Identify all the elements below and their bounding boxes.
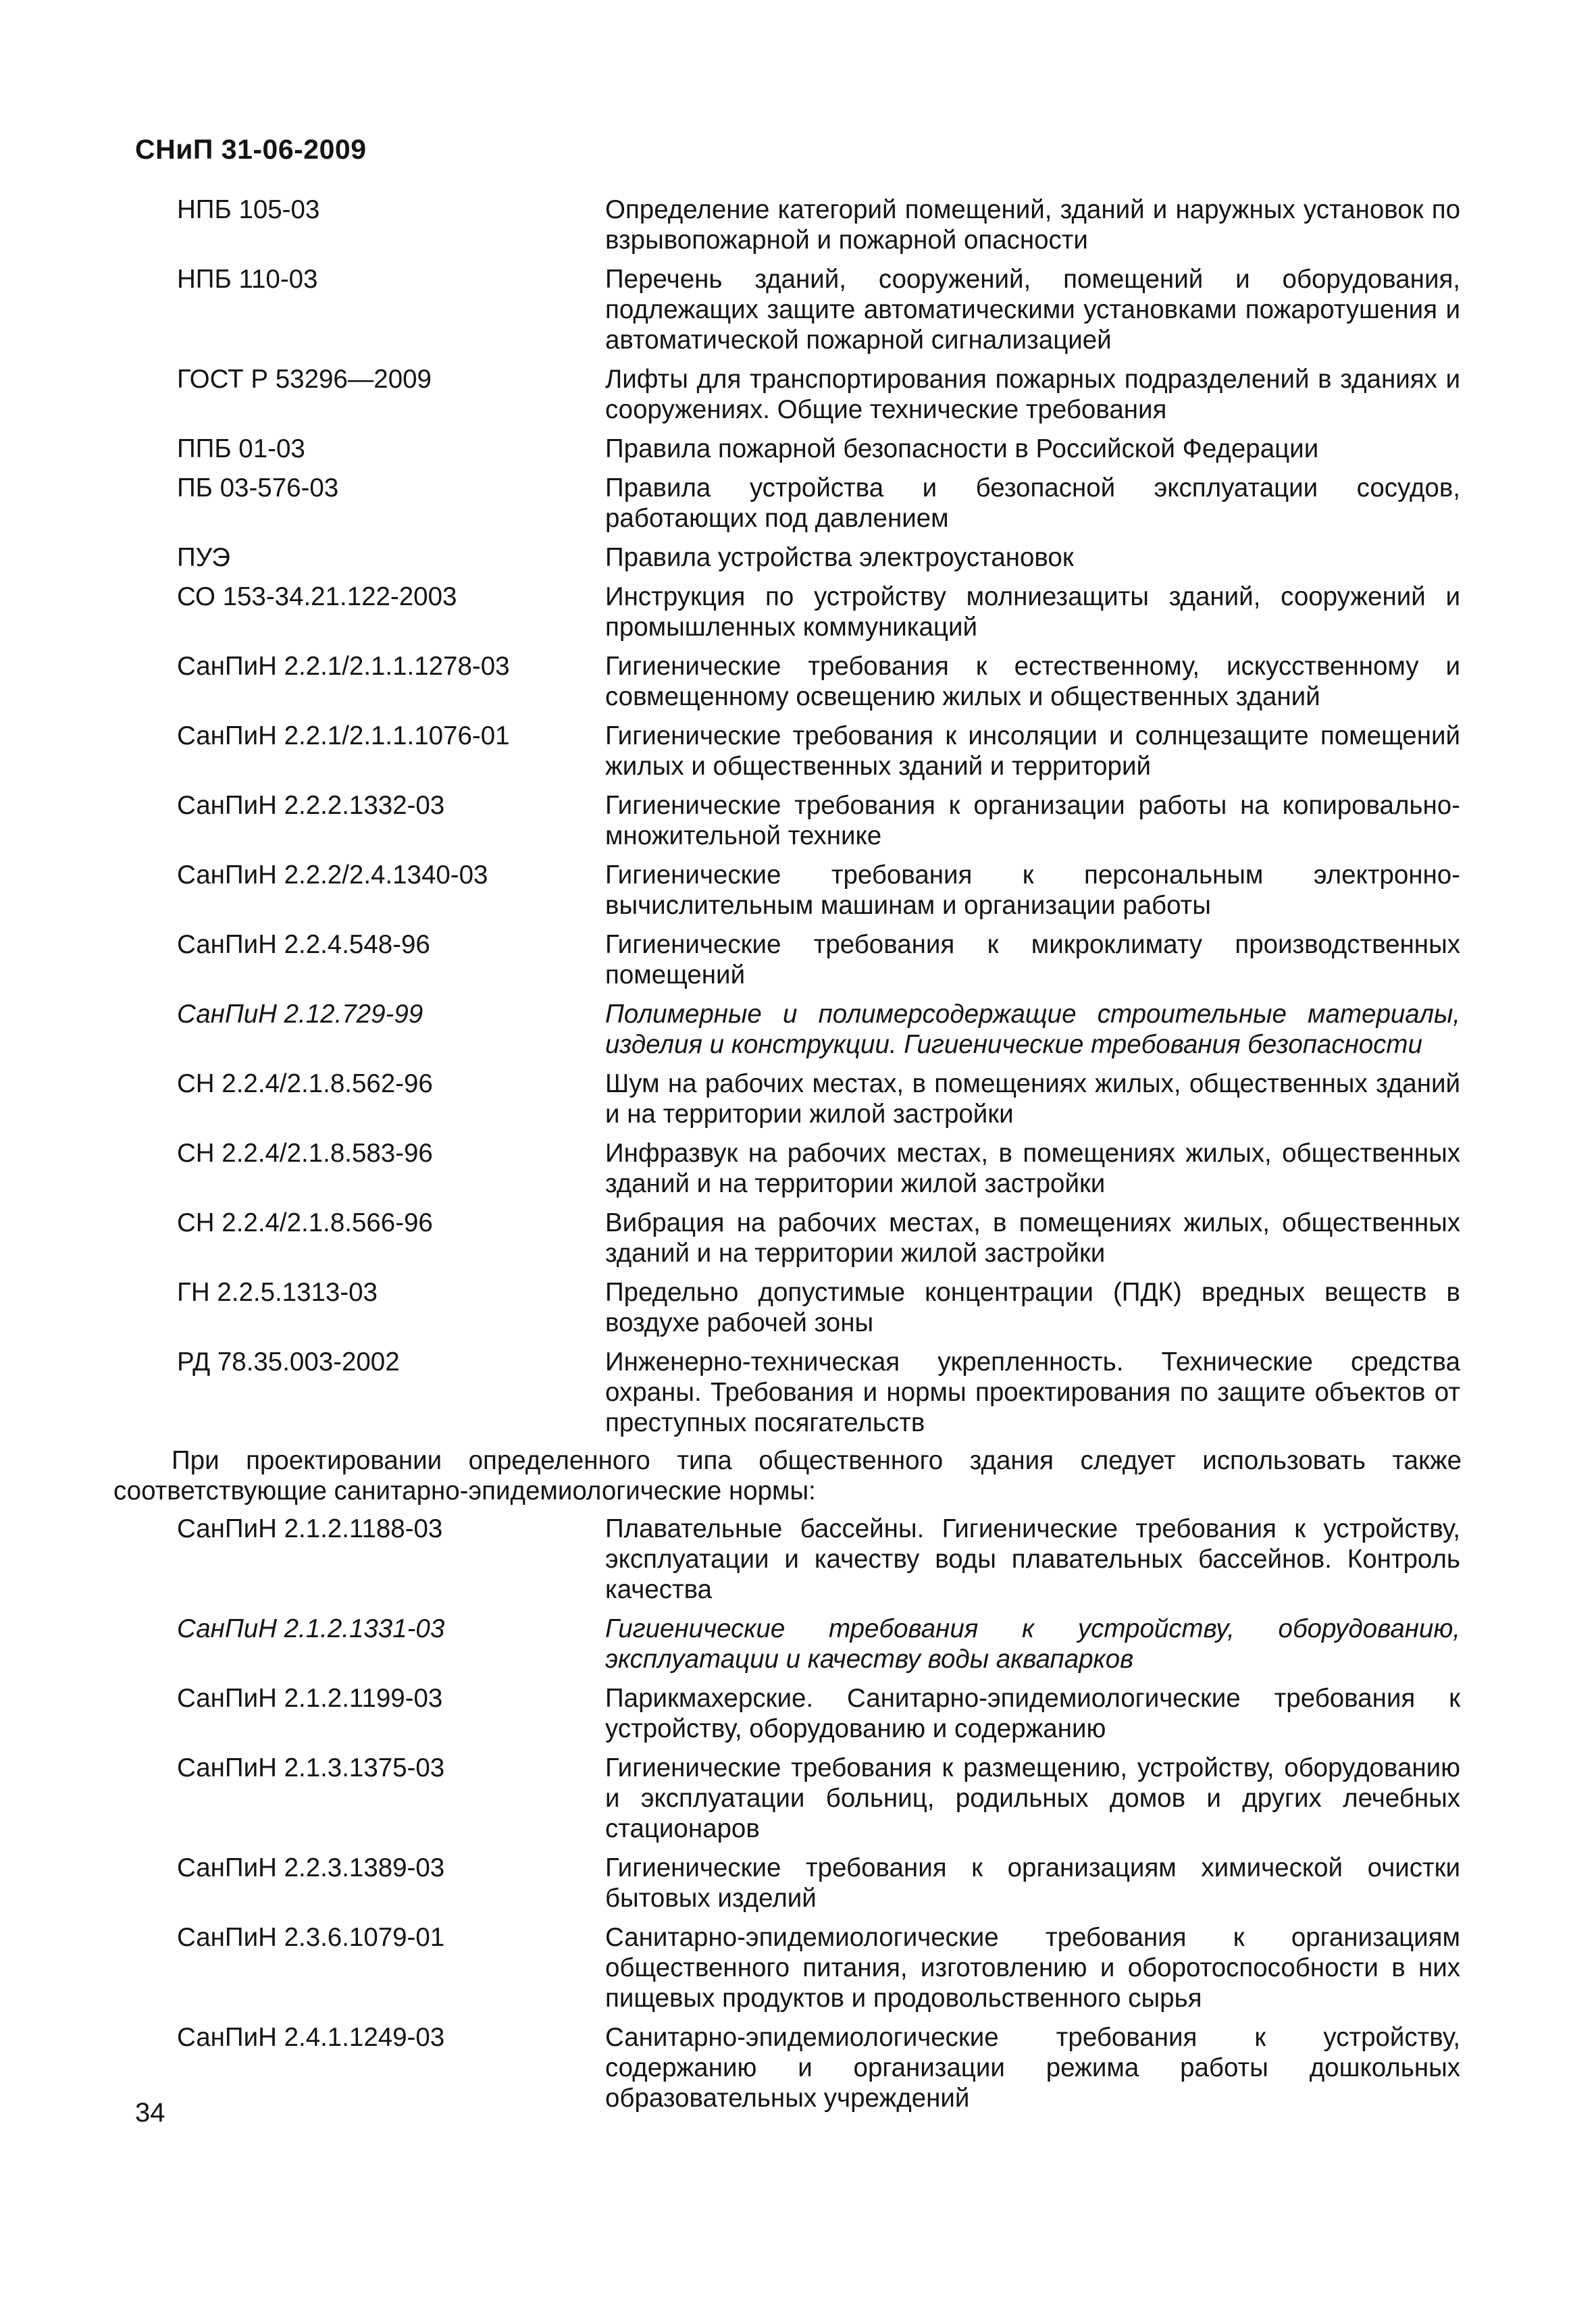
list-item: [177, 1277, 1460, 1338]
reference-title: Санитарно-эпидемиологические требования к устройству, содержанию и организации режима работы дошкольных образовательных учреждений: [605, 2023, 1460, 2113]
reference-title: Правила устройства электроустановок: [605, 543, 1074, 572]
list-item: [177, 1853, 1460, 1913]
list-item: [177, 364, 1460, 425]
reference-code: СН 2.2.4/2.1.8.562-96: [177, 1069, 433, 1098]
reference-title: Перечень зданий, сооружений, помещений и оборудования, подлежащих защите автоматическими установками пожаротушения и автоматической пожарной сигнализацией: [605, 265, 1460, 355]
references-list: [177, 195, 1460, 1438]
list-item: [177, 929, 1460, 990]
body-paragraph: При проектировании определенного типа общественного здания следует использовать также соответствующие санитарно-эпидемиологические нормы:: [113, 1446, 1462, 1506]
reference-code: СанПиН 2.1.2.1188-03: [177, 1514, 443, 1543]
reference-title: Гигиенические требования к инсоляции и солнцезащите помещений жилых и общественных зданий и территорий: [605, 721, 1460, 781]
reference-title: Правила устройства и безопасной эксплуатации сосудов, работающих под давлением: [605, 473, 1460, 533]
reference-code: СанПиН 2.2.4.548-96: [177, 930, 430, 959]
reference-title: Полимерные и полимерсодержащие строительные материалы, изделия и конструкции. Гигиенические требования безопасности: [605, 1000, 1460, 1059]
list-item: [177, 434, 1460, 464]
reference-title: Правила пожарной безопасности в Российской Федерации: [605, 434, 1319, 463]
reference-title: Гигиенические требования к естественному, искусственному и совмещенному освещению жилых и общественных зданий: [605, 652, 1460, 711]
list-item: [177, 1208, 1460, 1268]
list-item: [177, 1069, 1460, 1129]
list-item: [177, 1347, 1460, 1438]
reference-code: СанПиН 2.2.2/2.4.1340-03: [177, 860, 488, 890]
reference-title: Гигиенические требования к размещению, устройству, оборудованию и эксплуатации больниц, родильных домов и других лечебных стационаров: [605, 1753, 1460, 1843]
reference-code: ППБ 01-03: [177, 434, 305, 463]
reference-code: СанПиН 2.4.1.1249-03: [177, 2023, 445, 2052]
list-item: [177, 582, 1460, 642]
reference-title: Гигиенические требования к персональным электронно-вычислительным машинам и организации работы: [605, 860, 1460, 920]
list-item: [177, 1753, 1460, 1844]
reference-code: СанПиН 2.2.2.1332-03: [177, 791, 445, 820]
reference-code: НПБ 105-03: [177, 195, 320, 224]
reference-title: Шум на рабочих местах, в помещениях жилых, общественных зданий и на территории жилой застройки: [605, 1069, 1460, 1129]
list-item: [177, 542, 1460, 573]
reference-code: СанПиН 2.1.2.1199-03: [177, 1684, 443, 1713]
reference-code: СН 2.2.4/2.1.8.566-96: [177, 1208, 433, 1237]
reference-code: СанПиН 2.1.3.1375-03: [177, 1753, 445, 1782]
reference-code: НПБ 110-03: [177, 265, 318, 294]
reference-code: СанПиН 2.2.1/2.1.1.1278-03: [177, 652, 510, 681]
reference-code: СанПиН 2.1.2.1331-03: [177, 1614, 445, 1643]
reference-code: СанПиН 2.2.3.1389-03: [177, 1853, 445, 1882]
list-item: [177, 651, 1460, 712]
list-item: [177, 721, 1460, 781]
reference-title: Вибрация на рабочих местах, в помещениях жилых, общественных зданий и на территории жилой застройки: [605, 1208, 1460, 1268]
reference-code: ГН 2.2.5.1313-03: [177, 1278, 378, 1307]
reference-title: Лифты для транспортирования пожарных подразделений в зданиях и сооружениях. Общие технические требования: [605, 365, 1460, 424]
reference-code: ПБ 03-576-03: [177, 473, 339, 503]
reference-code: СанПиН 2.2.1/2.1.1.1076-01: [177, 721, 510, 750]
reference-title: Инструкция по устройству молниезащиты зданий, сооружений и промышленных коммуникаций: [605, 582, 1460, 642]
list-item: [177, 264, 1460, 355]
document-header: СНиП 31-06-2009: [135, 134, 367, 165]
list-item: [177, 860, 1460, 921]
list-item: [177, 999, 1460, 1060]
reference-title: Гигиенические требования к микроклимату производственных помещений: [605, 930, 1460, 989]
reference-title: Плавательные бассейны. Гигиенические требования к устройству, эксплуатации и качеству воды плавательных бассейнов. Контроль качества: [605, 1514, 1460, 1604]
list-item: [177, 473, 1460, 534]
list-item: [177, 1138, 1460, 1199]
reference-code: РД 78.35.003-2002: [177, 1347, 400, 1377]
page-number: 34: [135, 2098, 165, 2128]
list-item: [177, 2022, 1460, 2113]
list-item: [177, 1683, 1460, 1744]
reference-title: Гигиенические требования к организациям химической очистки бытовых изделий: [605, 1853, 1460, 1913]
reference-title: Гигиенические требования к устройству, оборудованию, эксплуатации и качеству воды аквапарков: [605, 1614, 1460, 1674]
reference-title: Гигиенические требования к организации работы на копировально-множительной технике: [605, 791, 1460, 850]
reference-code: СанПиН 2.3.6.1079-01: [177, 1923, 445, 1952]
reference-code: СанПиН 2.12.729-99: [177, 1000, 423, 1029]
list-item: [177, 1922, 1460, 2013]
reference-code: СН 2.2.4/2.1.8.583-96: [177, 1139, 433, 1168]
list-item: [177, 1514, 1460, 1605]
reference-code: СО 153-34.21.122-2003: [177, 582, 457, 611]
reference-title: Инфразвук на рабочих местах, в помещениях жилых, общественных зданий и на территории жилой застройки: [605, 1139, 1460, 1198]
sanitary-norms-list: [177, 1514, 1460, 2113]
reference-title: Предельно допустимые концентрации (ПДК) вредных веществ в воздухе рабочей зоны: [605, 1278, 1460, 1337]
reference-code: ПУЭ: [177, 543, 230, 572]
list-item: [177, 790, 1460, 851]
reference-title: Санитарно-эпидемиологические требования к организациям общественного питания, изготовлению и оборотоспособности в них пищевых продуктов и продовольственного сырья: [605, 1923, 1460, 2013]
list-item: [177, 1614, 1460, 1674]
reference-title: Парикмахерские. Санитарно-эпидемиологические требования к устройству, оборудованию и содержанию: [605, 1684, 1460, 1743]
reference-code: ГОСТ Р 53296—2009: [177, 365, 432, 394]
document-body: [113, 195, 1462, 2122]
reference-title: Инженерно-техническая укрепленность. Технические средства охраны. Требования и нормы проектирования по защите объектов от преступных посягательств: [605, 1347, 1460, 1437]
reference-title: Определение категорий помещений, зданий и наружных установок по взрывопожарной и пожарной опасности: [605, 195, 1460, 255]
list-item: [177, 195, 1460, 255]
